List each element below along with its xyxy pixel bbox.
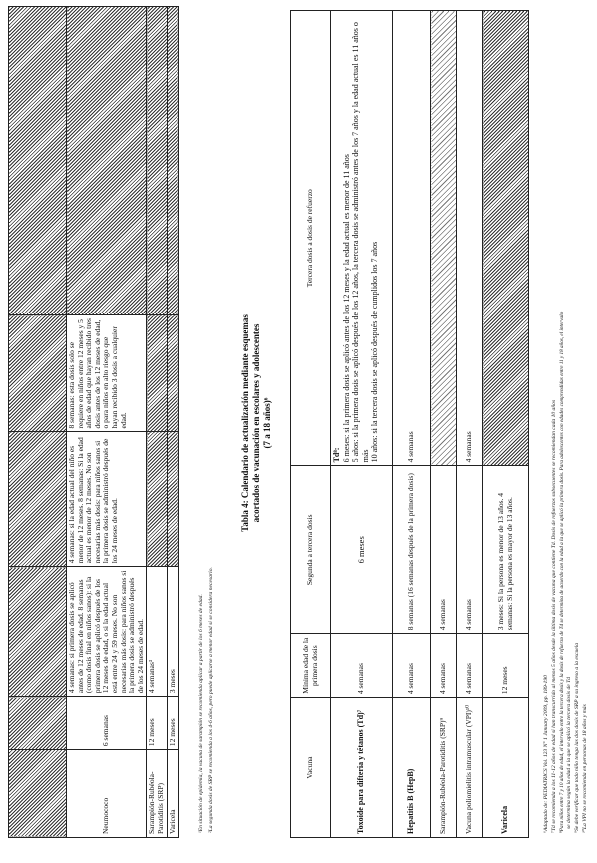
segunda-cell: 8 semanas (16 semanas después de la primera dosis) [393, 466, 431, 634]
segunda-cell: 3 meses: Si la persona es menor de 13 años. 4 semanas: Si la persona es mayor de 13 años. [483, 466, 529, 634]
header-segunda: Segunda a tercera dosis [291, 466, 331, 634]
footnote: ⁷Td se recomienda a los 11-12 años de edad si han transcurrido al menos 5 años desde la última dosis de vacuna que contiene Td. Dosis de refuerzos subsecuentes se recomiendan cada 10 años [551, 399, 557, 833]
edad-cell: 12 meses [483, 634, 529, 698]
interval-cell: 4 semanas: si la edad actual del niño es menor de 12 meses. 8 semanas: Si la edad actual es menor de 12 meses. No son necesarias más dosis: para niños sanos si la primera dosis se administró después de los 24 meses de edad. [67, 432, 147, 567]
edad-cell: 4 semanas [431, 634, 457, 698]
interval-cell: 4 semanas³ [147, 567, 167, 697]
edad-cell: 4 semanas [393, 634, 431, 698]
header-vacuna: Vacuna [291, 698, 331, 838]
footnote: se determina según la edad a la que se aplicó la tercera dosis de Td [566, 676, 572, 829]
edad-cell: 4 semanas [457, 634, 483, 698]
vacuna-cell: Varicela [167, 750, 179, 838]
footnote: ⁹Se debe verificar que todo niño tenga las dos dosis de SRP a su ingreso a la escuela [574, 642, 580, 833]
interval-cell: 12 meses [147, 697, 167, 750]
vacuna-cell: Varicela [483, 698, 529, 838]
table-title [240, 213, 273, 633]
vacuna-cell: Neumococo [67, 750, 147, 838]
header-tercera: Tercera dosis a dosis de refuerzo [291, 11, 331, 466]
vacuna-cell: Hepatitis B (HepB) [393, 698, 431, 838]
interval-cell: 12 meses [167, 697, 179, 750]
table-row [67, 7, 147, 838]
tercera-cell: 4 semanas [393, 11, 431, 466]
tercera-cell: 4 semanas [457, 11, 483, 466]
title-line: (7 a 18 años)⁶ [262, 397, 272, 449]
interval-cell: 3 meses [167, 567, 179, 697]
vacuna-cell: Sarampión-Rubéola-Parotiditis (SRP)⁹ [431, 698, 457, 838]
top-note: ¹En situación de epidemia, la vacuna de sarampión se recomienda aplicar a partir de los 6 meses de edad. [198, 594, 204, 833]
footnote: ⁸Para niños entre 7 y 10 años de edad, el intervalo entre la tercera dosis y la dosis de refuerzo de Td se determina de acuerdo con la edad a la que se aplicó la primera dosis. Para adolescentes con edades comprendidas entre 11 y 18 años, el intervalo [559, 311, 565, 833]
footnote: ⁶Adaptado de: PEDIATRICS Vol. 123 N° 1 January 2009, pp. 189-190 [543, 675, 549, 833]
tercera-line: 6 meses: si la primera dosis se aplicó antes de los 12 meses y la edad actual es menor de 11 años [341, 154, 351, 463]
table-row [331, 11, 393, 838]
table-row [393, 11, 431, 838]
interval-cell: 6 semanas [67, 697, 147, 750]
tercera-line: 10 años: si la tercera dosis se aplicó después de cumplidos los 7 años [370, 241, 380, 463]
header-edad: Mínima edad de la primera dosis [291, 634, 331, 698]
table-row [147, 7, 167, 838]
tercera-cell [331, 11, 393, 466]
title-line: acortados de vacunación en escolares y adolescentes [251, 323, 261, 523]
table-row [9, 7, 67, 838]
segunda-cell: 6 meses [331, 466, 393, 634]
table-header-row [291, 11, 331, 838]
edad-cell: 4 semanas [331, 634, 393, 698]
catch-up-table [290, 10, 529, 838]
vacuna-cell: Vacuna poliomielitis intramuscular (VPI)¹⁰ [457, 698, 483, 838]
title-line: Tabla 4: Calendario de actualización mediante esquemas [240, 314, 250, 532]
table-row [483, 11, 529, 838]
table-row [167, 7, 179, 838]
tercera-line: 5 años: si la primera dosis se aplicó después de los 12 años, la tercera dosis se administró antes de los 7 años y la edad actual es 11 años o más [351, 22, 370, 463]
vacuna-cell: Toxoide para difteria y tétanos (Td)⁷ [331, 698, 393, 838]
vacuna-cell: Sarampión-Rubéola-Parotiditis (SRP) [147, 750, 167, 838]
segunda-cell: 4 semanas [457, 466, 483, 634]
table-row [457, 11, 483, 838]
tercera-title: Td⁸: [332, 447, 341, 463]
interval-cell: 8 semanas: esta dosis solo se requiere en niños entre 12 meses y 5 años de edad que hayan recibido tres dosis antes de los 12 meses de edad, o para niños en alto riesgo que hayan recibido 3 dosis a cualquier edad. [67, 314, 147, 432]
top-note: ²La segunda dosis de SRP se recomienda a los 4-6 años, pero puede aplicarse a menor edad si se considera necesario. [208, 567, 214, 833]
table-row [431, 11, 457, 838]
interval-cell: 4 semanas: si primera dosis se aplicó antes de 12 meses de edad. 8 semanas (como dosis final en niños sanos): si la primera dosis se aplicó después de los 12 meses de edad, o si la edad actual está entre 24 y 59 meses. No son necesarias más dosis: para niños sanos si la primera dosis se administró después de los 24 meses de edad. [67, 567, 147, 697]
footnote: ¹⁰La VPI no se recomienda en personas de 18 años y más [582, 704, 588, 833]
top-table [8, 6, 179, 838]
segunda-cell: 4 semanas [431, 466, 457, 634]
